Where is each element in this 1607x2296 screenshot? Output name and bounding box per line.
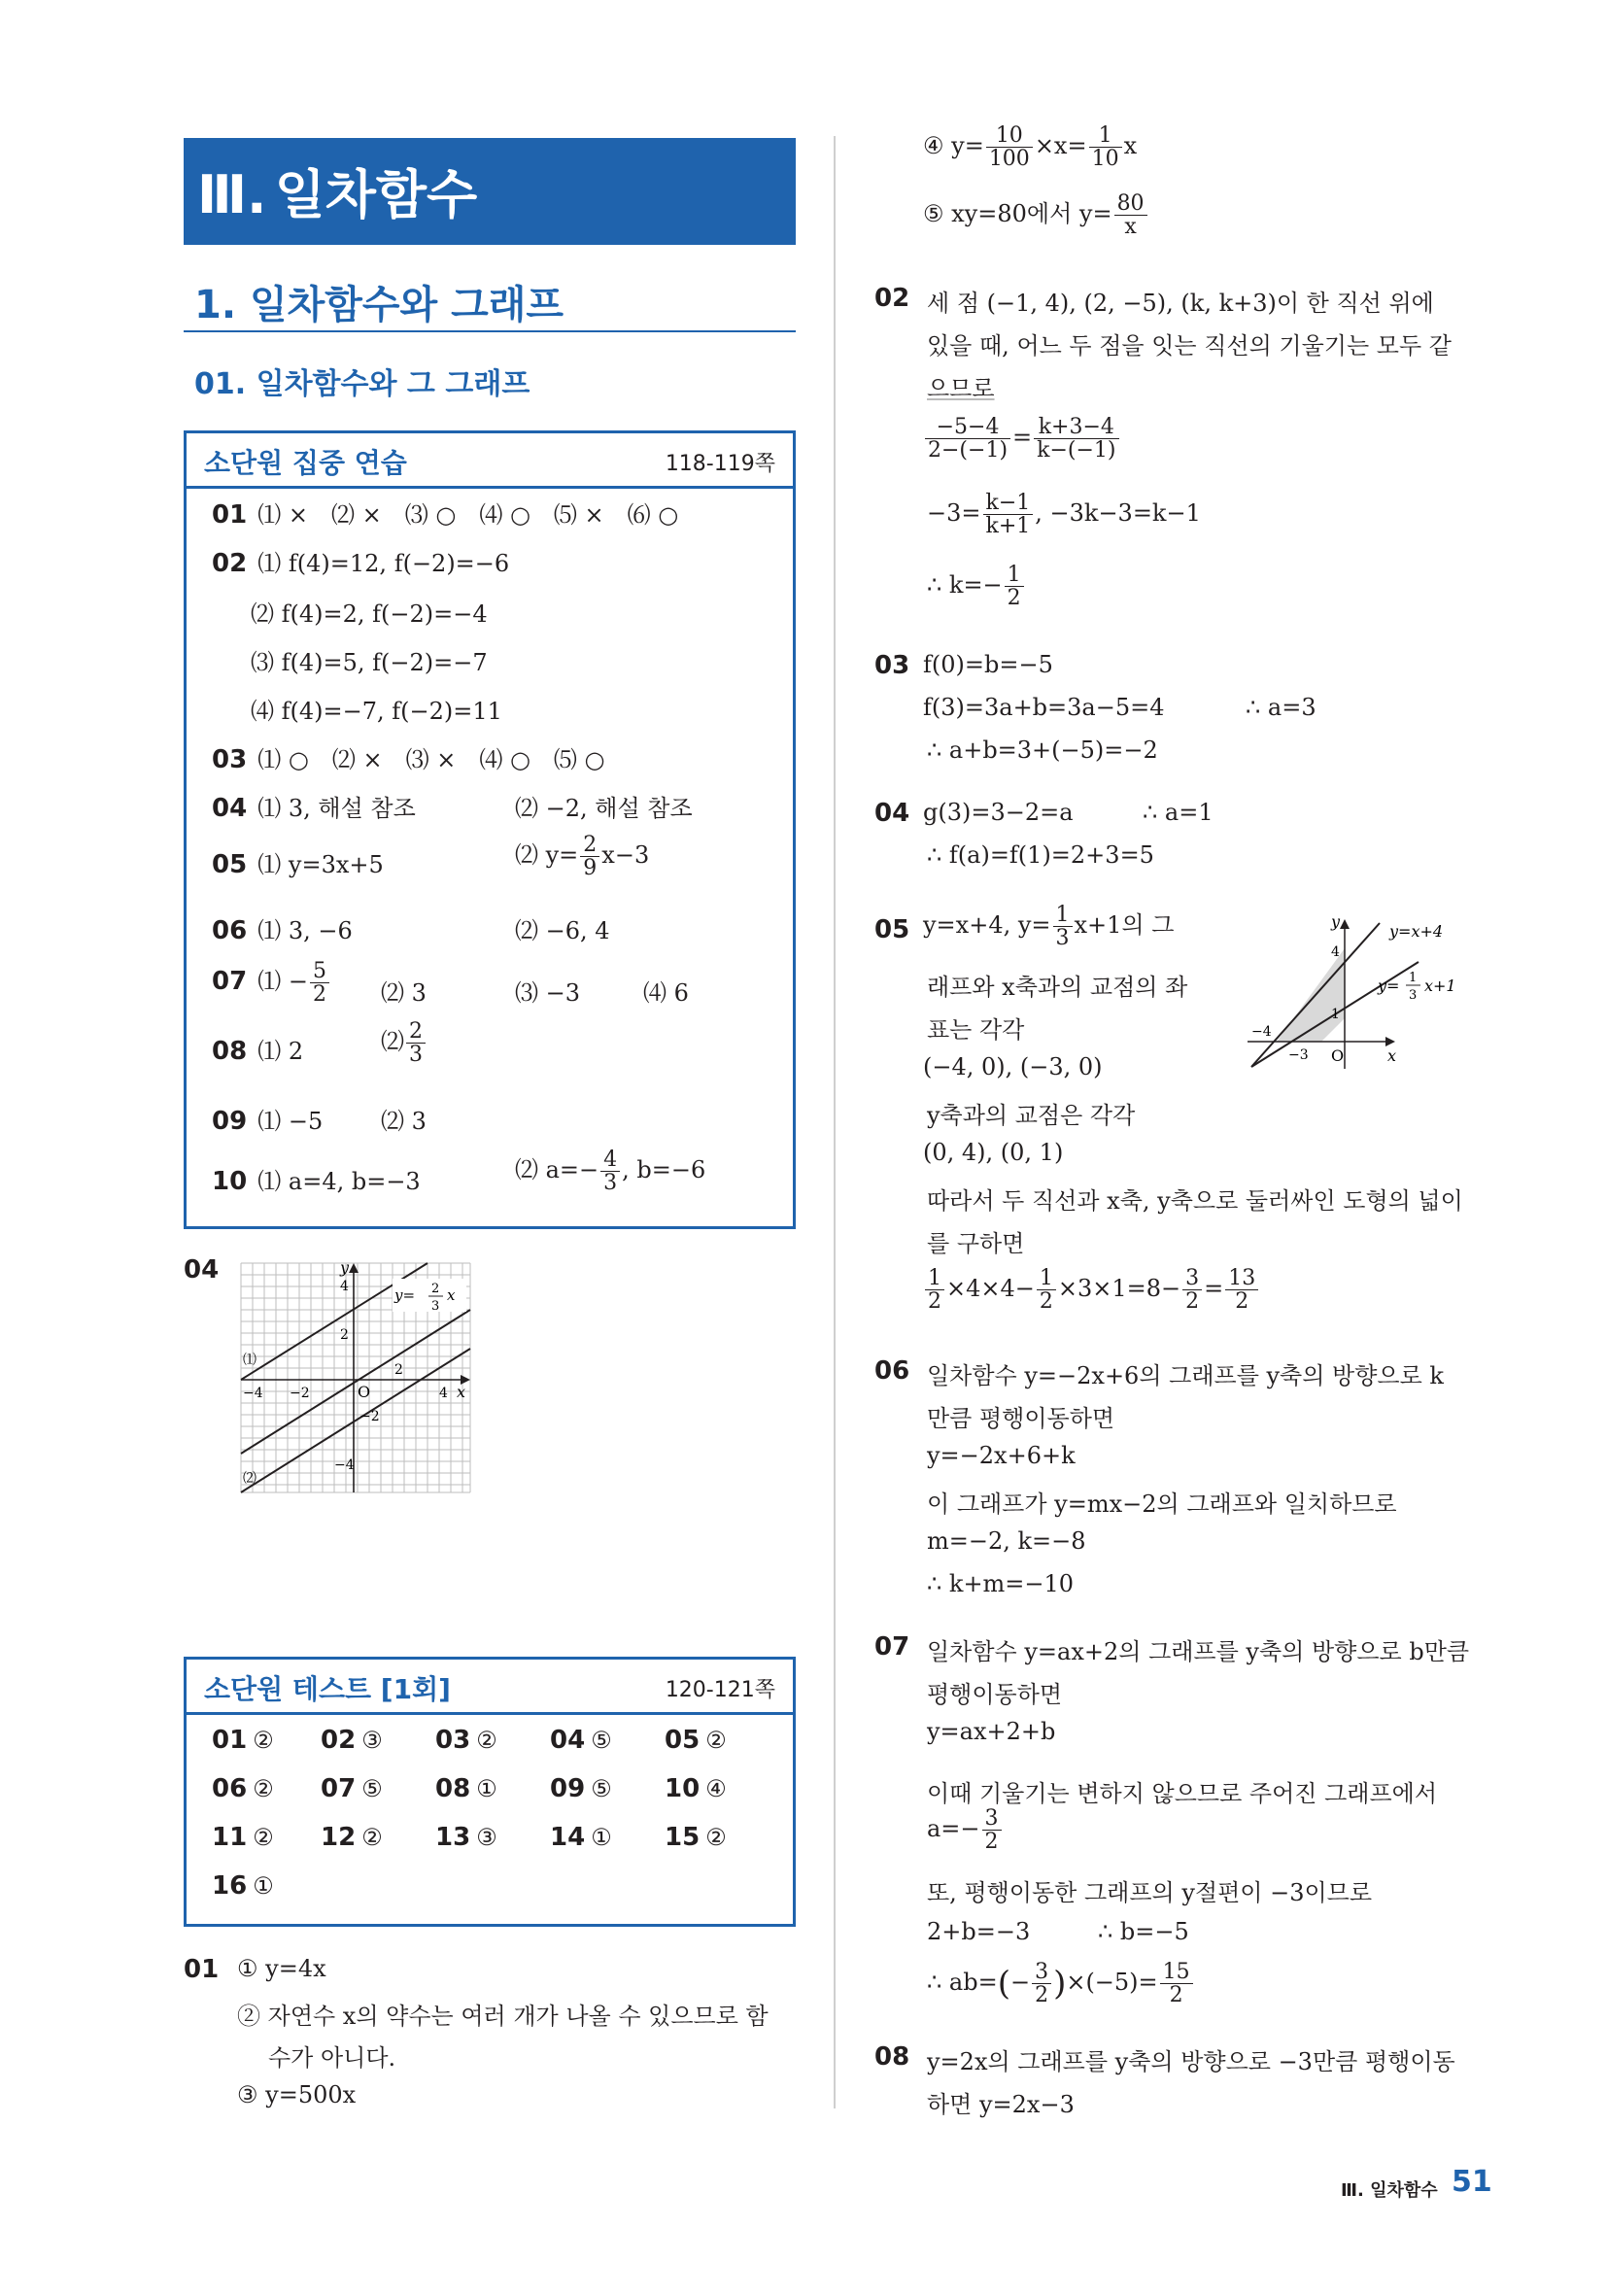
test-answer-number: 09 [550,1774,586,1803]
test-answer-number: 15 [665,1823,701,1852]
test-answer-item [321,1774,383,1803]
sol05-x-label: x [1387,1046,1397,1065]
test-box-header [187,1660,793,1715]
fraction: $\frac{k+3-4}{k-(-1)}$ [1034,416,1118,462]
test-answer-item [665,1823,727,1852]
fraction: $\frac{3}{2}$ [982,1807,1002,1853]
sol01-line3: 수가 아니다. [268,2044,396,2072]
test-answer-item [435,1726,497,1755]
practice-answer-10: 10 ⑴ a=4, b=−3 [212,1167,421,1196]
sol02-line4: $\frac{-5-4}{2-(-1)}$ = $\frac{k+3-4}{k-(-1)}$ [923,416,1121,462]
sol02-line3: 으므로 [927,375,995,402]
sol07-line6: 또, 평행이동한 그래프의 y절편이 −3이므로 [927,1879,1373,1906]
graph04-equation [393,1279,466,1314]
svg-text:1: 1 [1409,971,1418,985]
sol04-line1-result: ∴ a=1 [1143,799,1214,826]
test-answer-choice: ③ [361,1727,383,1754]
test-answer-item [435,1774,497,1803]
test-answer-choice: ② [476,1727,497,1754]
chapter-name: 일차함수 [274,164,478,225]
practice-answer-02: 02 ⑴ f(4)=12, f(−2)=−6 [212,549,510,578]
sol01-line6: ⑤ xy=80에서 y= $\frac{80}{x}$ [923,192,1149,238]
svg-text:y=: y= [1378,977,1400,995]
sol02-number: 02 [874,284,910,313]
sol02-line2: 있을 때, 어느 두 점을 잇는 직선의 기울기는 모두 같 [927,332,1452,360]
svg-text:3: 3 [431,1299,440,1314]
graph04-line-main [241,1310,470,1454]
column-divider [834,136,836,2108]
footer-chapter: Ⅲ. 일차함수 [1341,2180,1438,2201]
sol05-number: 05 [874,915,910,944]
sol08-line2: 하면 y=2x−3 [927,2091,1075,2118]
svg-text:x+1: x+1 [1424,977,1456,995]
chapter-numeral: Ⅲ. [197,164,267,225]
fraction: $\frac{1}{2}$ [925,1267,944,1313]
test-answer-item [321,1823,383,1852]
test-box-pages: 120-121쪽 [665,1678,775,1702]
test-answer-choice: ⑤ [591,1727,612,1754]
sol05-line8: 를 구하면 [927,1230,1025,1257]
test-answer-choice: ① [476,1775,497,1802]
svg-text:x: x [447,1286,456,1304]
test-answer-choice: ② [253,1824,274,1851]
sol06-line6: ∴ k+m=−10 [927,1570,1075,1597]
practice-answer-04-part2: ⑵ −2, 해설 참조 [515,795,693,822]
test-answer-item [665,1726,727,1755]
test-answer-number: 03 [435,1726,471,1755]
practice-box-pages: 118-119쪽 [665,452,775,476]
sol07-line8: ∴ ab=(− $\frac{3}{2}$ )×(−5)= $\frac{15}{2}$ [927,1961,1195,2006]
sol06-line3: y=−2x+6+k [927,1442,1076,1469]
test-answer-item [212,1823,274,1852]
graph04-tick-y-4: −4 [334,1457,355,1473]
sol01-number: 01 [184,1955,220,1984]
fraction: $\frac{2}{3}$ [406,1020,426,1066]
sol05-tick-m4: −4 [1251,1024,1272,1040]
test-answer-choice: ⑤ [591,1775,612,1802]
svg-text:3: 3 [1409,988,1418,1003]
test-answer-number: 11 [212,1823,248,1852]
practice-answer-07-part3: ⑶ −3 [515,979,581,1007]
graph04-tick-x2: 2 [394,1362,403,1378]
sol05-graph [1244,913,1506,1079]
test-answer-choice: ① [591,1824,612,1851]
fraction: $\frac{4}{3}$ [600,1148,620,1194]
practice-answer-04: 04 ⑴ 3, 해설 참조 [212,794,416,823]
graph04-tick-x-2: −2 [290,1386,310,1401]
fraction: $\frac{10}{100}$ [986,124,1033,170]
sol02-line1: 세 점 (−1, 4), (2, −5), (k, k+3)이 한 직선 위에 [927,290,1434,317]
sol01-line1: ① y=4x [237,1955,326,1982]
graph04-tick-y2: 2 [340,1327,349,1343]
practice-answer-06: 06 ⑴ 3, −6 [212,916,353,945]
sol07-line2: 평행이동하면 [927,1681,1063,1708]
test-answer-choice: ③ [476,1824,497,1851]
fraction: $\frac{5}{2}$ [310,960,329,1006]
chapter-title [197,154,477,228]
test-answer-item [665,1774,727,1803]
sol07-line5: a=− $\frac{3}{2}$ [927,1807,1004,1853]
sol07-line7: 2+b=−3 [927,1918,1031,1945]
test-answer-choice: ② [253,1775,274,1802]
sol05-eq-2 [1377,971,1456,1003]
practice-answer-09-part2: ⑵ 3 [381,1108,427,1135]
sol08-number: 08 [874,2042,910,2072]
fraction: $\frac{1}{2}$ [1037,1267,1056,1313]
fraction: $\frac{2}{9}$ [580,834,599,879]
sol05-line6: (0, 4), (0, 1) [923,1139,1064,1166]
practice-answer-02-line3: ⑶ f(4)=5, f(−2)=−7 [251,649,488,676]
practice-answer-07-part4: ⑷ 6 [643,979,689,1007]
sol05-eq-1: y=x+4 [1389,922,1444,941]
practice-answer-07-part2: ⑵ 3 [381,979,427,1007]
sol05-x-arrow [1385,1037,1395,1046]
section-underline [184,330,796,332]
practice-answer-05-part2: ⑵ y= $\frac{2}{9}$ x−3 [515,833,650,881]
test-answer-choice: ④ [705,1775,727,1802]
practice-answer-09: 09 ⑴ −5 [212,1107,324,1136]
test-answer-number: 06 [212,1774,248,1803]
test-answer-number: 05 [665,1726,701,1755]
test-answer-number: 07 [321,1774,357,1803]
sol05-y-arrow [1340,919,1350,929]
graph04-label-2: ⑵ [243,1471,256,1487]
sol05-tick-4: 4 [1331,944,1340,960]
sol03-number: 03 [874,651,910,680]
sol06-line5: m=−2, k=−8 [927,1527,1086,1555]
sol01-line5: ④ y= $\frac{10}{100}$ ×x= $\frac{1}{10}$ x [923,123,1138,172]
test-answer-item [212,1774,274,1803]
graph04-figure [237,1259,474,1496]
sol03-line2-result: ∴ a=3 [1246,694,1316,721]
sol02-line5: −3= $\frac{k-1}{k+1}$ , −3k−3=k−1 [927,491,1201,539]
sol06-number: 06 [874,1356,910,1386]
test-answer-item [435,1823,497,1852]
graph04-origin: O [358,1383,371,1401]
graph04-label-1: ⑴ [243,1353,256,1368]
section-title: 1. 일차함수와 그래프 [194,283,564,327]
sol05-tick-m3: −3 [1288,1047,1309,1063]
sol01-line4: ③ y=500x [237,2081,357,2108]
fraction: $\frac{13}{2}$ [1225,1267,1258,1313]
fraction: $\frac{1}{2}$ [1005,564,1024,609]
graph04-tick-x-4: −4 [243,1386,263,1401]
graph04-x-label: x [457,1383,466,1401]
practice-box-header [187,433,793,489]
sol05-line5: y축과의 교점은 각각 [927,1102,1136,1129]
test-box-title: 소단원 테스트 [1회] [204,1673,451,1705]
test-answer-item [550,1823,612,1852]
practice-answer-07: 07 ⑴ − $\frac{5}{2}$ [212,960,331,1006]
graph04-tick-y-2: −2 [359,1409,380,1424]
sol05-calc: $\frac{1}{2}$ ×4×4− $\frac{1}{2}$ ×3×1=8− $\frac{3}{2}$ = $\frac{13}{2}$ [923,1267,1260,1313]
sol06-line4: 이 그래프가 y=mx−2의 그래프와 일치하므로 [927,1491,1397,1518]
fraction: $\frac{80}{x}$ [1114,192,1147,238]
graph04-line-2 [241,1349,470,1492]
sol04-number: 04 [874,799,910,828]
practice-answer-01: 01 ⑴ × ⑵ × ⑶ ○ ⑷ ○ ⑸ × ⑹ ○ [212,500,679,530]
sol07-line4: 이때 기울기는 변하지 않으므로 주어진 그래프에서 [927,1780,1438,1807]
sol04-line1: g(3)=3−2=a [923,799,1074,826]
test-answer-number: 12 [321,1823,357,1852]
practice-answer-03: 03 ⑴ ○ ⑵ × ⑶ × ⑷ ○ ⑸ ○ [212,745,605,774]
test-answer-item [212,1726,274,1755]
graph04-number: 04 [184,1255,220,1285]
fraction: $\frac{15}{2}$ [1160,1961,1193,2006]
test-answer-choice: ② [705,1727,727,1754]
practice-answer-02-line2: ⑵ f(4)=2, f(−2)=−4 [251,600,488,628]
sol03-line1: f(0)=b=−5 [923,651,1053,678]
sol07-line1: 일차함수 y=ax+2의 그래프를 y축의 방향으로 b만큼 [927,1638,1470,1665]
practice-answer-06-part2: ⑵ −6, 4 [515,917,610,944]
sol01-line2: ② 자연수 x의 약수는 여러 개가 나올 수 있으므로 함 [237,2003,769,2030]
practice-answer-02-line4: ⑷ f(4)=−7, f(−2)=11 [251,698,502,725]
test-answer-item [550,1774,612,1803]
sol06-line2: 만큼 평행이동하면 [927,1405,1115,1432]
test-answer-number: 04 [550,1726,586,1755]
sol05-line4: (−4, 0), (−3, 0) [923,1053,1103,1080]
sol06-line1: 일차함수 y=−2x+6의 그래프를 y축의 방향으로 k [927,1362,1444,1389]
fraction: $\frac{-5-4}{2-(-1)}$ [925,416,1010,462]
practice-answer-05: 05 ⑴ y=3x+5 [212,850,384,879]
test-answer-choice: ① [253,1872,274,1900]
sol05-line1: y=x+4, y= $\frac{1}{3}$ x+1의 그 [923,903,1175,951]
fraction: $\frac{3}{2}$ [1032,1961,1051,2006]
test-answer-number: 08 [435,1774,471,1803]
svg-text:y=: y= [394,1286,416,1304]
fraction: $\frac{1}{10}$ [1089,124,1122,170]
sol08-line1: y=2x의 그래프를 y축의 방향으로 −3만큼 평행이동 [927,2048,1455,2075]
sol05-line-a [1251,923,1380,1067]
sol07-number: 07 [874,1632,910,1662]
test-answer-number: 14 [550,1823,586,1852]
test-answer-choice: ⑤ [361,1775,383,1802]
practice-answer-08: 08 ⑴ 2 [212,1037,304,1066]
fraction: $\frac{k-1}{k+1}$ [983,492,1034,537]
subsection-title: 01. 일차함수와 그 그래프 [194,367,530,401]
footer-page-number: 51 [1452,2165,1492,2199]
sol05-line7: 따라서 두 직선과 x축, y축으로 둘러싸인 도형의 넓이 [927,1187,1463,1215]
fraction: $\frac{1}{3}$ [1053,904,1073,949]
graph04-y-label: y [340,1259,350,1277]
test-answer-number: 02 [321,1726,357,1755]
test-answer-number: 01 [212,1726,248,1755]
sol05-origin: O [1331,1046,1345,1065]
graph04-tick-y4: 4 [340,1279,349,1294]
practice-answer-08-part2: ⑵ $\frac{2}{3}$ [381,1020,427,1066]
test-answer-item [321,1726,383,1755]
practice-box-title: 소단원 집중 연습 [204,447,407,479]
test-answer-choice: ② [253,1727,274,1754]
svg-text:2: 2 [431,1282,440,1296]
sol05-line2: 래프와 x축과의 교점의 좌 [927,974,1188,1001]
test-answer-number: 10 [665,1774,701,1803]
sol03-line2: f(3)=3a+b=3a−5=4 [923,694,1165,721]
practice-answer-10-part2: ⑵ a=− $\frac{4}{3}$ , b=−6 [515,1148,706,1196]
sol07-line7-result: ∴ b=−5 [1098,1918,1189,1945]
sol02-line6: ∴ k=− $\frac{1}{2}$ [927,564,1026,609]
sol05-line3: 표는 각각 [927,1016,1025,1044]
test-answer-choice: ② [361,1824,383,1851]
sol03-line3: ∴ a+b=3+(−5)=−2 [927,737,1158,764]
sol05-y-label: y [1331,913,1341,931]
sol04-line2: ∴ f(a)=f(1)=2+3=5 [927,841,1154,869]
sol05-tick-1: 1 [1331,1007,1340,1022]
fraction: $\frac{3}{2}$ [1182,1267,1202,1313]
graph04-tick-x4: 4 [439,1386,448,1401]
sol07-line3: y=ax+2+b [927,1718,1056,1745]
chapter-banner [184,138,796,245]
test-answer-number: 13 [435,1823,471,1852]
test-answer-choice: ② [705,1824,727,1851]
test-answer-item [550,1726,612,1755]
test-answer-item [212,1871,274,1901]
test-answer-number: 16 [212,1871,248,1901]
